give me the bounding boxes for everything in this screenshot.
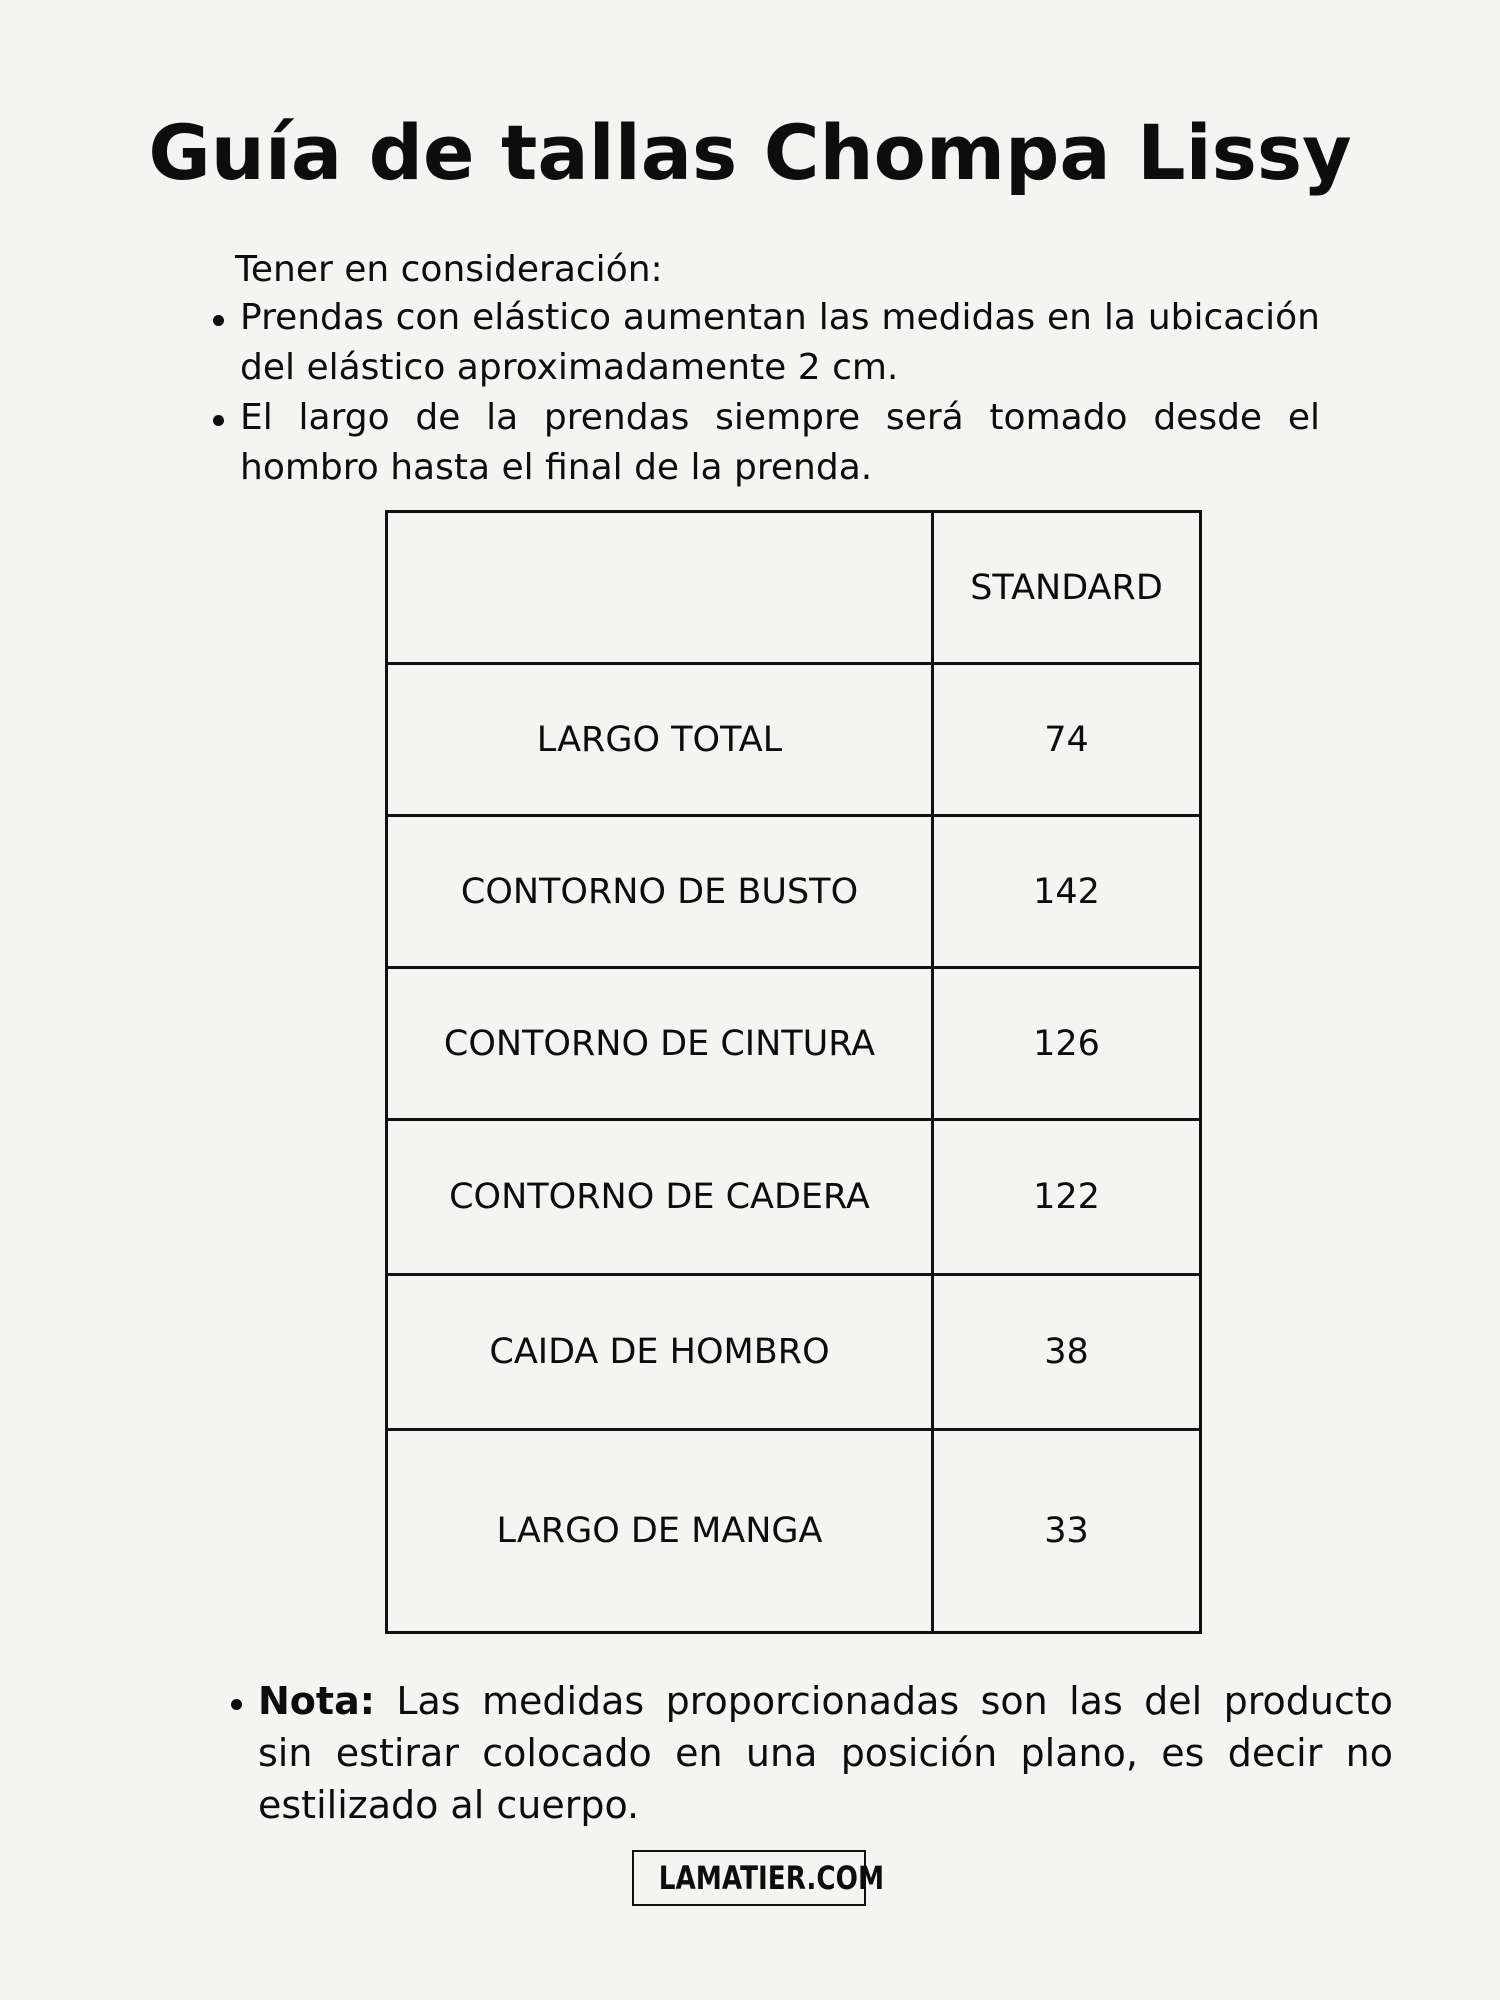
table-header-row xyxy=(387,512,1201,664)
row-label: CONTORNO DE CADERA xyxy=(387,1120,933,1275)
row-label: LARGO TOTAL xyxy=(387,664,933,816)
brand-logo xyxy=(632,1850,885,1906)
row-label: CONTORNO DE BUSTO xyxy=(387,816,933,968)
note-item xyxy=(223,1675,1393,1831)
row-label: LARGO DE MANGA xyxy=(387,1430,933,1633)
row-value: 74 xyxy=(933,664,1201,816)
table-row xyxy=(387,1275,1201,1430)
note-text: Las medidas proporcionadas son las del producto sin estirar colocado en una posición plano, es decir no estilizado al cuerpo. xyxy=(258,1679,1393,1827)
table-row xyxy=(387,664,1201,816)
header-cell-standard: STANDARD xyxy=(933,512,1201,664)
note-label: Nota: xyxy=(258,1679,375,1723)
row-value: 122 xyxy=(933,1120,1201,1275)
row-value: 38 xyxy=(933,1275,1201,1430)
intro-text: Tener en consideración: xyxy=(235,249,663,290)
list-item: Prendas con elástico aumentan las medidas en la ubicación del elástico aproximadamente 2 cm. xyxy=(205,293,1320,393)
list-item: El largo de la prendas siempre será tomado desde el hombro hasta el final de la prenda. xyxy=(205,393,1320,493)
row-value: 126 xyxy=(933,968,1201,1120)
table-row xyxy=(387,1430,1201,1633)
table-row xyxy=(387,816,1201,968)
header-cell-empty xyxy=(387,512,933,664)
row-value: 142 xyxy=(933,816,1201,968)
table-row xyxy=(387,968,1201,1120)
row-value: 33 xyxy=(933,1430,1201,1633)
considerations-list xyxy=(205,293,1320,493)
row-label: CONTORNO DE CINTURA xyxy=(387,968,933,1120)
table-row xyxy=(387,1120,1201,1275)
row-label: CAIDA DE HOMBRO xyxy=(387,1275,933,1430)
note-list xyxy=(223,1675,1393,1831)
size-table xyxy=(385,510,1202,1634)
page-title: Guía de tallas Chompa Lissy xyxy=(148,108,1352,197)
brand-text: LAMATIER.COM xyxy=(658,1859,885,1897)
